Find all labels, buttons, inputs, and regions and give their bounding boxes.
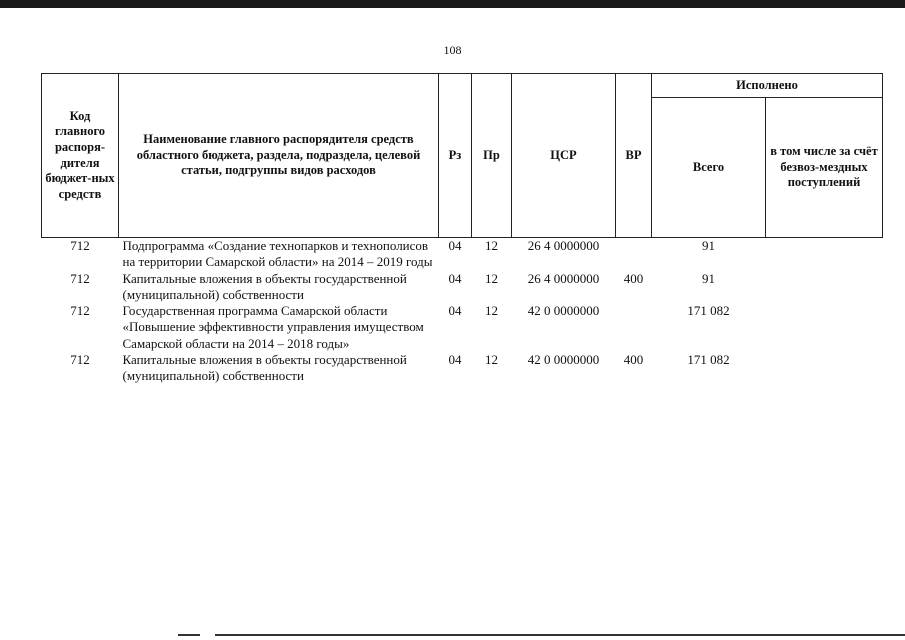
cell-vr	[616, 303, 652, 352]
cell-vr: 400	[623, 351, 644, 367]
cell-pr: 12	[485, 351, 498, 367]
cell-including	[766, 238, 883, 271]
cell-rz: 04	[448, 238, 462, 253]
header-code: Код главного распоря-дителя бюджет-ных средств	[42, 74, 119, 238]
cell-rz: 04	[448, 303, 462, 318]
cell-total: 91	[702, 238, 715, 253]
cell-total: 171 082	[687, 351, 730, 367]
cell-including	[766, 303, 883, 352]
cell-rz: 04	[448, 351, 462, 367]
header-total: Всего	[652, 98, 766, 238]
cell-including	[766, 271, 883, 304]
cell-csr: 26 4 0000000	[527, 238, 600, 253]
cell-total: 171 082	[687, 303, 730, 318]
cell-name: Государственная программа Самарской области «Повышение эффективности управления имуществом Самарской области на 2014 – 2018 годы»	[122, 303, 424, 351]
budget-table	[41, 73, 883, 384]
cell-vr	[616, 238, 652, 271]
table-row	[42, 238, 883, 271]
header-pr: Пр	[472, 74, 512, 238]
table-body	[42, 238, 883, 385]
cell-name: Капитальные вложения в объекты государственной (муниципальной) собственности	[122, 270, 407, 302]
header-csr: ЦСР	[512, 74, 616, 238]
cell-pr: 12	[485, 303, 498, 318]
cell-csr: 42 0 0000000	[527, 303, 600, 318]
cell-pr: 12	[485, 270, 498, 286]
cell-including	[766, 352, 883, 385]
cell-pr: 12	[485, 238, 498, 253]
cell-name: Капитальные вложения в объекты государственной (муниципальной) собственности	[122, 351, 407, 383]
cell-total: 91	[702, 270, 715, 286]
cell-name: Подпрограмма «Создание технопарков и технополисов на территории Самарской области» на 2014 – 2019 годы	[122, 238, 433, 270]
header-name: Наименование главного распорядителя средств областного бюджета, раздела, подраздела, целевой статьи, подгруппы видов расходов	[119, 74, 439, 238]
page-number: 108	[443, 43, 462, 57]
top-border	[0, 0, 905, 8]
bottom-rule-short	[178, 634, 200, 636]
header-vr: ВР	[616, 74, 652, 238]
header-including: в том числе за счёт безвоз-мездных поступлений	[766, 98, 883, 238]
cell-code: 712	[70, 351, 90, 367]
cell-csr: 26 4 0000000	[527, 270, 600, 286]
bottom-rule	[215, 634, 905, 636]
cell-rz: 04	[448, 270, 462, 286]
table-header	[42, 74, 883, 238]
table-row	[42, 303, 883, 352]
cell-code: 712	[70, 238, 90, 253]
cell-code: 712	[70, 270, 90, 286]
cell-code: 712	[70, 303, 90, 318]
header-rz: Рз	[439, 74, 472, 238]
table-row	[42, 352, 883, 385]
header-executed: Исполнено	[652, 74, 883, 98]
cell-csr: 42 0 0000000	[527, 351, 600, 367]
cell-vr: 400	[623, 270, 644, 286]
table-row	[42, 271, 883, 304]
